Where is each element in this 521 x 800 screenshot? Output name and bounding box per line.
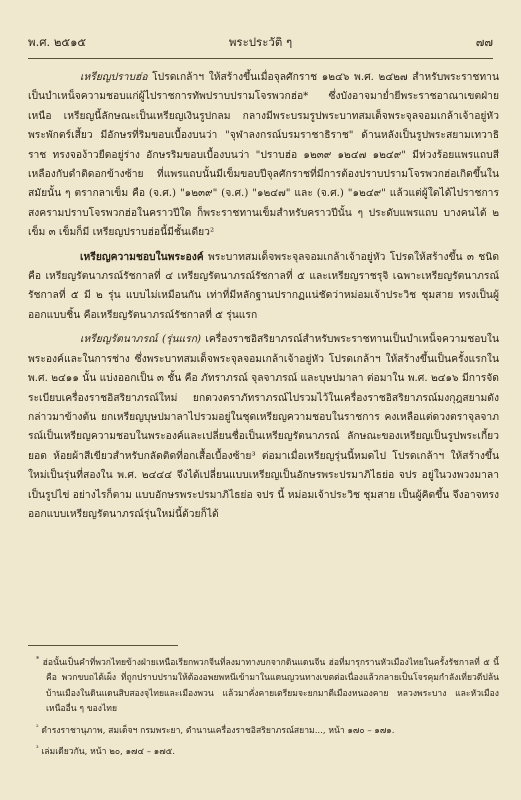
header-divider bbox=[28, 58, 493, 59]
footnote-text: เล่มเดียวกัน, หน้า ๒๐, ๑๗๔ – ๑๗๕. bbox=[41, 747, 175, 758]
paragraph-lead: เหรียญปราบฮ่อ bbox=[80, 71, 148, 83]
footnote bbox=[28, 652, 499, 718]
paragraph-text: พระบาทสมเด็จพระจุลจอมเกล้าเจ้าอยู่หัว โปรดให้สร้างขึ้น ๓ ชนิดคือ เหรียญรัตนาภรณ์รัชกาลที่ ๔ เหรียญรัตนาภรณ์รัชกาลที่ ๕ และเหรียญราชรุจิ เฉพาะเหรียญรัตนาภรณ์รัชกาลที่ ๕ มี ๒ รุ่น แบบไม่เหมือนกัน เท่าที่มีหลักฐานปรากฏแน่ชัดว่าหม่อมเจ้าประวิช ชุมสาย ทรงเป็นผู้ออกแบบชิ้น คือเหรียญรัตนาภรณ์รัชกาลที่ ๕ รุ่นแรก bbox=[28, 250, 499, 321]
paragraph-lead: เหรียญความชอบในพระองค์ bbox=[80, 250, 204, 263]
footnote-mark: ³ bbox=[36, 744, 39, 753]
header-title: พระประวัติ ๆ bbox=[228, 35, 293, 49]
paragraph-text: โปรดเกล้าฯ ให้สร้างขึ้นเมื่อจุลศักราช ๑๒๔๖ พ.ศ. ๒๔๒๗ สำหรับพระราชทานเป็นบำเหน็จความชอบแก่ผู้ไปราชการทัพปราบปรามโจรพวกฮ่อ* ซึ่งบังอาจมาย่ำยีพระราชอาณาเขตฝ่ายเหนือ เหรียญนี้ลักษณะเป็นเหรียญเงินรูปกลม กลางมีพระบรมรูปพระบาทสมเด็จพระจุลจอมเกล้าเจ้าอยู่หัว พระพักตร์เสี้ยว มีอักษรที่ริมขอบเบื้องบนว่า "จุฬาลงกรณ์บรมราชาธิราช" ด้านหลังเป็นรูปพระสยามเทวาธิราช ทรงจอง้าวยืดอยู่ร่าง อักษรริมขอบเบื้องบนว่า "ปราบฮ่อ ๑๒๓๙ ๑๒๔๗ ๑๒๔๙" มีห่วงร้อยแพรแถบสีเหลืองกับดำติดอกข้างซ้าย ที่แพรแถบนั้นมีเข็มขอบปีจุลศักราชที่มีการต้องปราบปรามโจรพวกฮ่อเกิดขึ้นในสมัยนั้น ๆ ตรากลาเข็ม คือ (จ.ศ.) "๑๒๓๙" (จ.ศ.) "๑๒๔๗" และ (จ.ศ.) "๑๒๔๙" แล้วแต่ผู้ใดได้ไปราชการสงครามปราบโจรพวกฮ่อในคราวปีใด ก็พระราชทานเข็มสำหรับคราวปีนั้น ๆ ประดับแพรแถบ บางคนได้ ๒ เข็ม ๓ เข็มก็มี เหรียญปราบฮ่อนี้มีชั้นเดียว² bbox=[28, 71, 499, 239]
header-year: พ.ศ. ๒๕๑๕ bbox=[28, 35, 87, 49]
footnote-text: ฮ่อนั้นเป็นคำที่พวกไทยข้างฝ่ายเหนือเรียกพวกจีนที่ลงมาทางบกจากดินแดนจีน ฮ่อที่มารุกรานหัวเมืองไทยในครั้งรัชกาลที่ ๕ นี้ คือ พวกขบถไต้เผ็ง ที่ถูกปราบปรามให้ต้องอพยพหนีเข้ามาในแดนญวนทางเขตต่อเนื่องแล้วกลายเป็นโจรคุมกำลังเที่ยวตีปล้นบ้านเมืองในดินแดนสิบสองจุไทยและเมืองพวน แล้วมาคั่งคายเตรียมจะยกมาตีเมืองหนองคาย หลวงพระบาง และหัวเมืองเหนืออื่น ๆ ของไทย bbox=[42, 657, 500, 715]
footnote-divider bbox=[28, 645, 178, 646]
paragraph-rattanaporn bbox=[28, 330, 499, 524]
footnote-mark: ² bbox=[36, 722, 39, 731]
footnote bbox=[28, 720, 499, 739]
paragraph-personal-merit bbox=[28, 248, 499, 326]
page-number: ๗๗ bbox=[475, 35, 493, 49]
page-header bbox=[28, 34, 493, 52]
footnote-text: ดำรงราชานุภาพ, สมเด็จฯ กรมพระยา, ตำนานเครื่องราชอิสริยาภรณ์สยาม..., หน้า ๑๗๐ – ๑๗๑. bbox=[41, 725, 395, 736]
paragraph-lead: เหรียญรัตนาภรณ์ (รุ่นแรก) bbox=[80, 333, 201, 346]
paragraph-text: เครื่องราชอิสริยาภรณ์สำหรับพระราชทานเป็นบำเหน็จความชอบในพระองค์และในการช่าง ซึ่งพระบาทสมเด็จพระจุลจอมเกล้าเจ้าอยู่หัว โปรดเกล้าฯ ให้สร้างขึ้นเป็นครั้งแรกใน พ.ศ. ๒๔๑๑ นั้น แบ่งออกเป็น ๓ ชั้น คือ ภัทราภรณ์ จุลจาภรณ์ และบุษปมาลา ต่อมาใน พ.ศ. ๒๔๑๖ มีการจัดระเบียบเครื่องราชอิสริยาภรณ์ใหม่ ยกดวงตราภัทราภรณ์ไปรวมไว้ในเครื่องราชอิสริยาภรณ์มงกุฎสยามดังกล่าวมาข้างต้น ยกเหรียญบุษปมาลาไปรวมอยู่ในชุดเหรียญความชอบในราชการ คงเหลือแต่ดวงตราจุลจาภรณ์เป็นเหรียญความชอบในพระองค์และเปลี่ยนชื่อเป็นเหรียญรัตนาภรณ์ ลักษณะของเหรียญเป็นรูปพระเกี้ยวยอด ห้อยผ้าสีเขียวสำหรับกลัดติดที่อกเสื้อเบื้องซ้าย³ ต่อมาเมื่อเหรียญรุ่นนี้หมดไป โปรดเกล้าฯ ให้สร้างขึ้นใหม่เป็นรุ่นที่สองใน พ.ศ. ๒๔๔๔ จึงได้เปลี่ยนแบบเหรียญเป็นอักษรพระปรมาภิไธย่อ จปร อยู่ในวงพวงมาลาเป็นรูปไข่ อย่างไรก็ตาม แบบอักษรพระปรมาภิไธย่อ จปร นี้ หม่อมเจ้าประวิช ชุมสาย เป็นผู้คิดขึ้น จึงอาจทรงออกแบบเหรียญรัตนาภรณ์รุ่นใหม่นี้ด้วยก็ได้ bbox=[28, 333, 499, 520]
body-text bbox=[28, 68, 499, 529]
footnote-mark: * bbox=[36, 655, 40, 663]
footnotes bbox=[28, 652, 499, 763]
footnote bbox=[28, 741, 499, 760]
paragraph-parb-ho bbox=[28, 68, 499, 243]
